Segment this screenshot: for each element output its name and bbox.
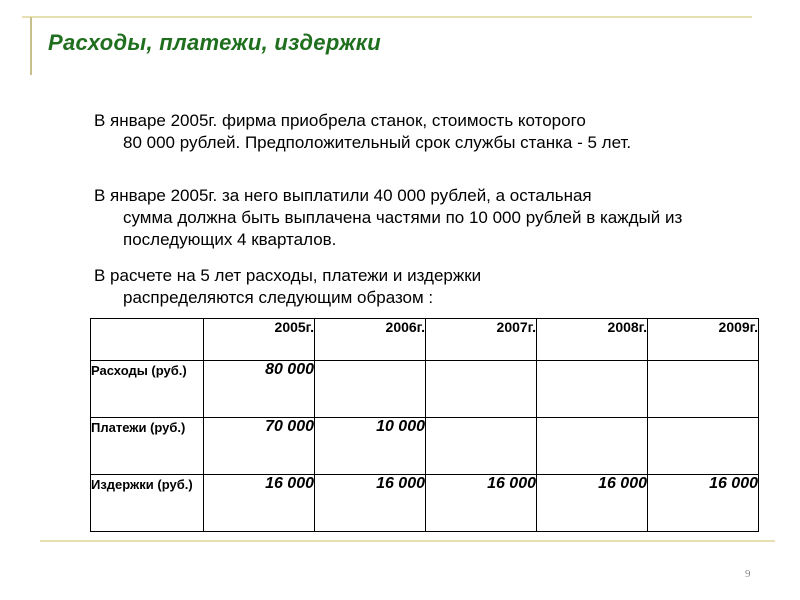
table-cell (315, 361, 426, 418)
paragraph-2 (94, 185, 754, 251)
table-cell: 80 000 (204, 361, 315, 418)
top-rule (22, 16, 752, 18)
table-cell: 16 000 (315, 475, 426, 532)
paragraph-2-line-1: В январе 2005г. за него выплатили 40 000 рублей, а остальная (94, 186, 592, 205)
year-header: 2007г. (426, 319, 537, 361)
table-cell: 10 000 (315, 418, 426, 475)
row-label-expenses: Расходы (руб.) (91, 361, 204, 418)
table-cell (537, 418, 648, 475)
paragraph-3-rest: распределяются следующим образом : (123, 288, 434, 307)
table-row (91, 361, 759, 418)
paragraph-3-line-1: В расчете на 5 лет расходы, платежи и издержки (94, 266, 482, 285)
table-corner-cell (91, 319, 204, 361)
table-cell (648, 418, 759, 475)
table-cell: 16 000 (537, 475, 648, 532)
table-cell: 16 000 (204, 475, 315, 532)
year-header: 2009г. (648, 319, 759, 361)
row-label-costs: Издержки (руб.) (91, 475, 204, 532)
year-header: 2008г. (537, 319, 648, 361)
left-rule (30, 17, 32, 75)
row-label-payments: Платежи (руб.) (91, 418, 204, 475)
table-cell: 16 000 (426, 475, 537, 532)
slide-title: Расходы, платежи, издержки (48, 30, 381, 55)
table-cell (537, 361, 648, 418)
table-cell (426, 418, 537, 475)
paragraph-1-line-1: В январе 2005г. фирма приобрела станок, стоимость которого (94, 111, 586, 130)
paragraph-2-rest: сумма должна быть выплачена частями по 10 000 рублей в каждый из последующих 4 кварталов. (123, 208, 683, 249)
paragraph-3 (94, 265, 754, 309)
page-number: 9 (745, 568, 751, 580)
year-header: 2006г. (315, 319, 426, 361)
paragraph-1 (94, 110, 754, 154)
table-cell: 16 000 (648, 475, 759, 532)
table-cell (426, 361, 537, 418)
bottom-rule (40, 540, 775, 542)
distribution-table (90, 318, 759, 532)
paragraph-1-rest: 80 000 рублей. Предположительный срок службы станка - 5 лет. (123, 133, 632, 152)
table-cell: 70 000 (204, 418, 315, 475)
table-row (91, 475, 759, 532)
table-row (91, 418, 759, 475)
table-cell (648, 361, 759, 418)
year-header: 2005г. (204, 319, 315, 361)
table-header-row (91, 319, 759, 361)
